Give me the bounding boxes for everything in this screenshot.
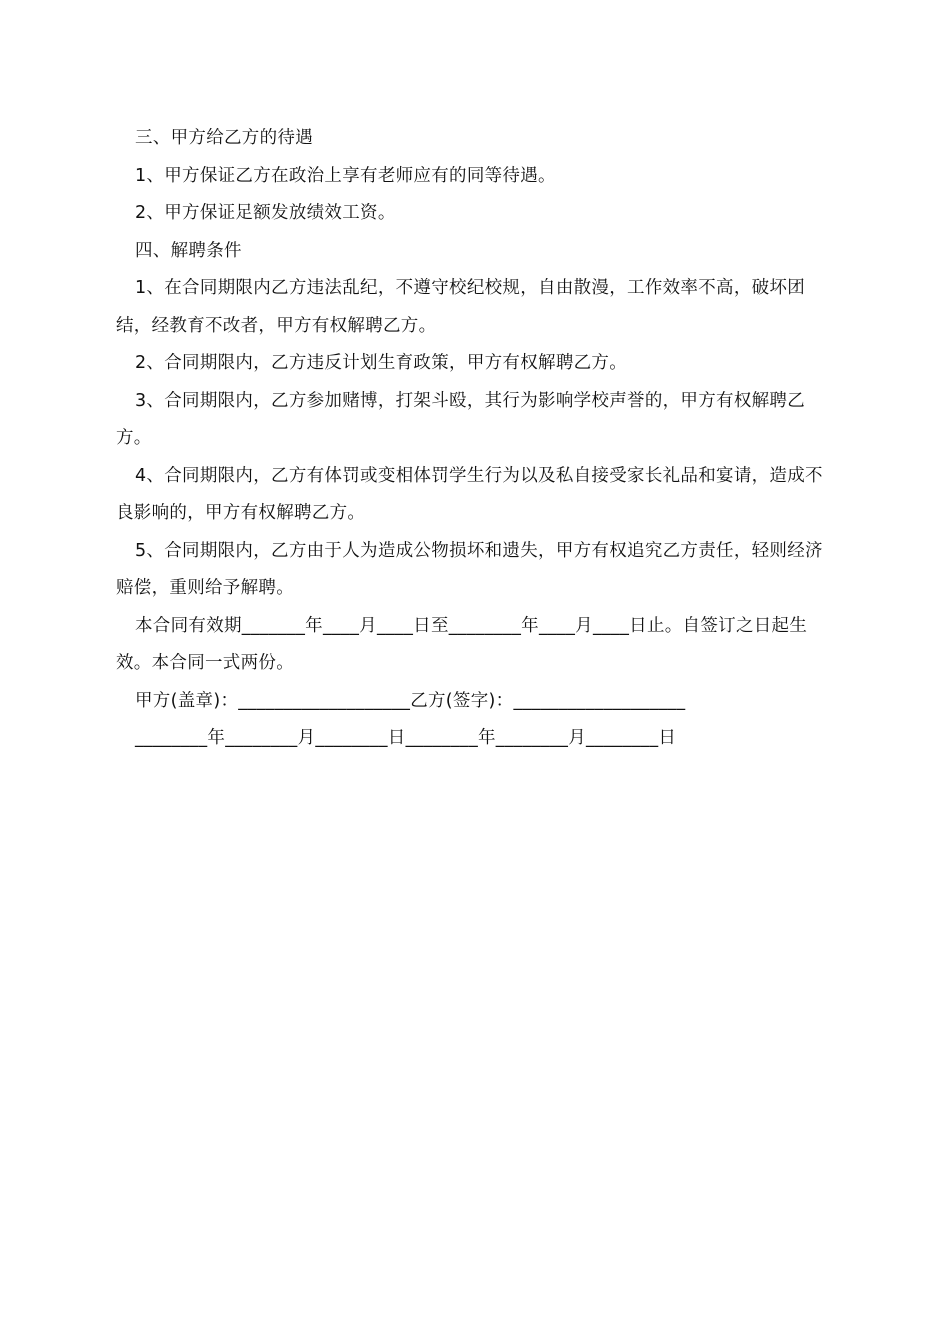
validity-clause: 本合同有效期_______年____月____日至________年____月____日止。自签订之日起生效。本合同一式两份。 xyxy=(116,615,808,673)
section4-item-2: 2、合同期限内，乙方违反计划生育政策，甲方有权解聘乙方。 xyxy=(135,353,628,373)
date-line: ________年________月________日________年________月________日 xyxy=(135,728,677,748)
section4-item-4: 4、合同期限内，乙方有体罚或变相体罚学生行为以及私自接受家长礼品和宴请，造成不良影响的，甲方有权解聘乙方。 xyxy=(116,465,823,523)
section3-heading: 三、甲方给乙方的待遇 xyxy=(135,128,313,148)
document-body xyxy=(116,120,836,758)
section3-item-1: 1、甲方保证乙方在政治上享有老师应有的同等待遇。 xyxy=(135,165,556,186)
signature-line: 甲方(盖章)：___________________乙方(签字)：___________________ xyxy=(135,690,686,711)
section4-item-5: 5、合同期限内，乙方由于人为造成公物损坏和遗失，甲方有权追究乙方责任，轻则经济赔偿，重则给予解聘。 xyxy=(116,540,823,598)
section3-item-2: 2、甲方保证足额发放绩效工资。 xyxy=(135,203,396,223)
section4-item-1: 1、在合同期限内乙方违法乱纪，不遵守校纪校规，自由散漫，工作效率不高，破坏团结，经教育不改者，甲方有权解聘乙方。 xyxy=(116,278,806,336)
section4-item-3: 3、合同期限内，乙方参加赌博，打架斗殴，其行为影响学校声誉的，甲方有权解聘乙方。 xyxy=(116,390,806,448)
section4-heading: 四、解聘条件 xyxy=(135,240,242,261)
